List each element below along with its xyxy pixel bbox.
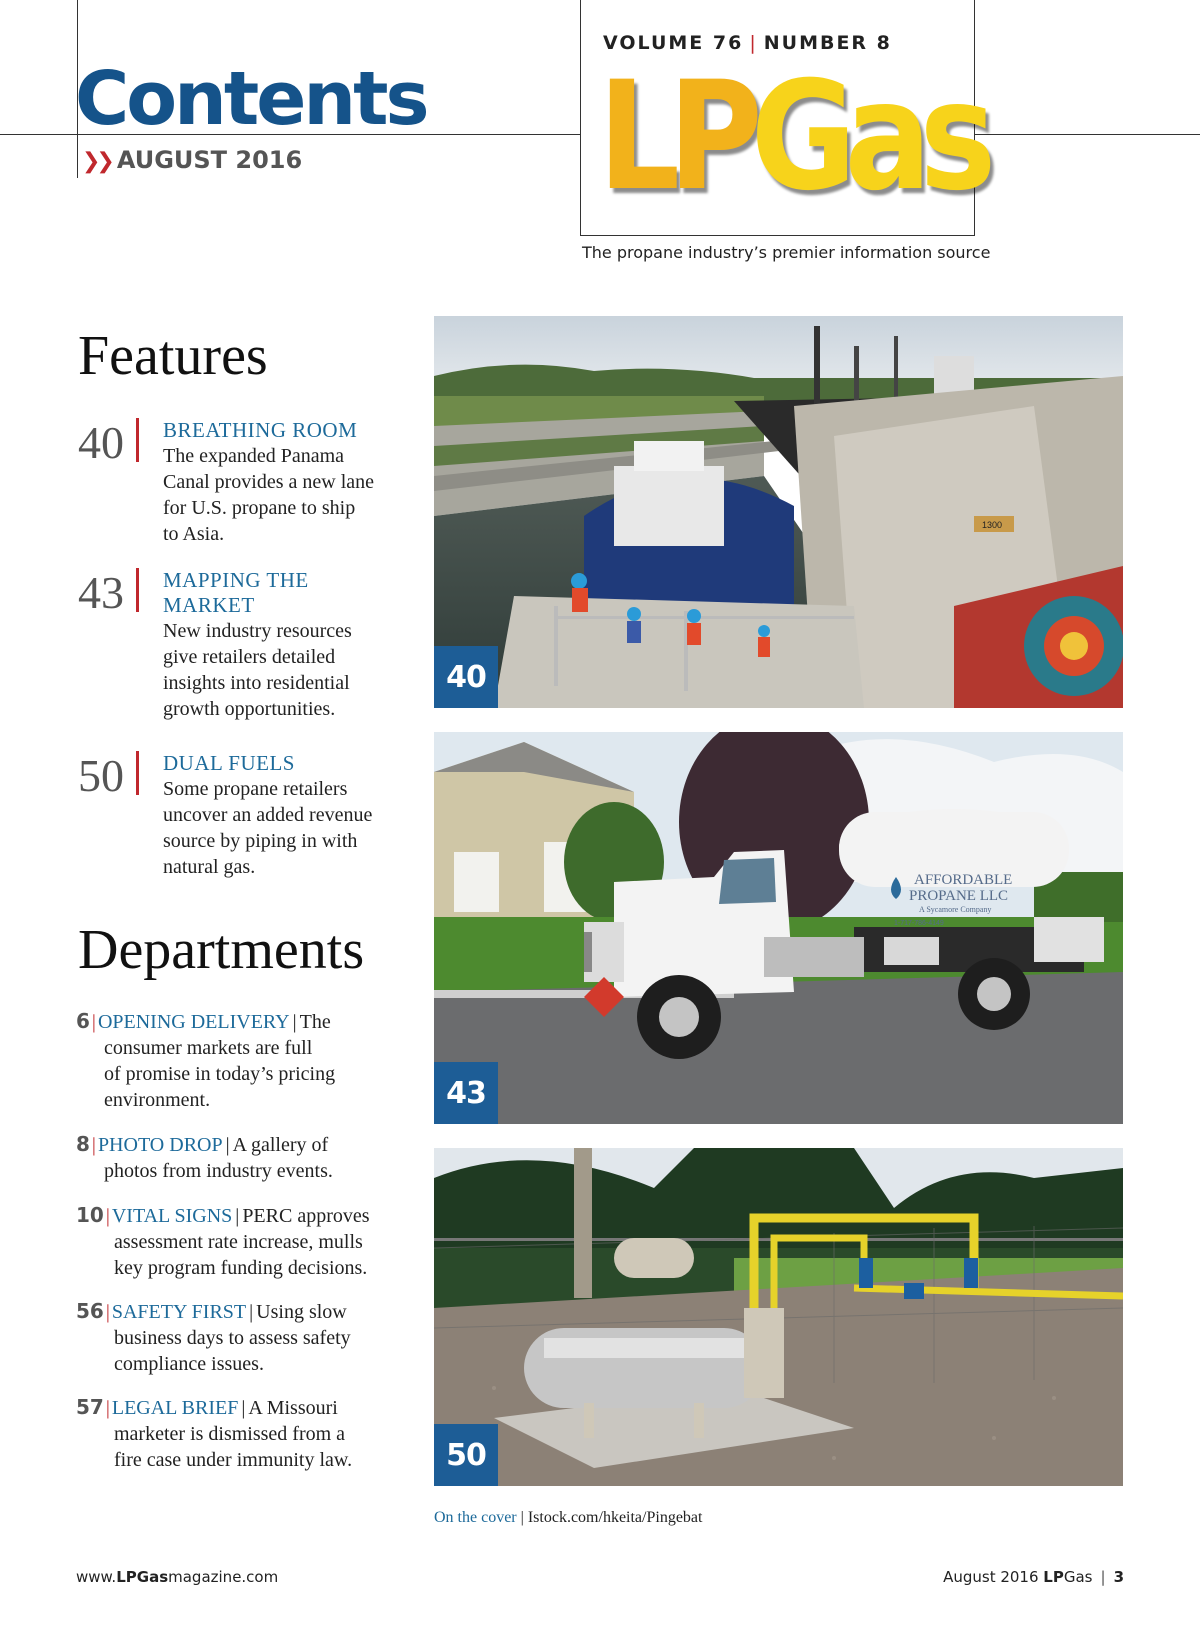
department-item-56[interactable]: 56 | SAFETY FIRST | Using slow business days to assess safety compliance issues. (76, 1299, 351, 1375)
department-title: SAFETY FIRST (111, 1301, 247, 1323)
photo-dual-fuels[interactable] (434, 1148, 1123, 1486)
departments-heading: Departments (78, 919, 365, 981)
feature-page-number: 43 (78, 567, 124, 618)
tagline: The propane industry’s premier information source (582, 243, 991, 262)
page-number: 3 (1113, 1568, 1124, 1586)
department-title: PHOTO DROP (97, 1134, 223, 1156)
department-page-number: 6 (76, 1009, 90, 1033)
issue-date: ❯❯ AUGUST 2016 (82, 146, 303, 174)
department-page-number: 8 (76, 1132, 90, 1156)
department-title: VITAL SIGNS (111, 1205, 233, 1227)
feature-title: DUAL FUELS (163, 751, 295, 775)
propane-truck-image (434, 732, 1123, 1124)
footer-page-info: August 2016 LPGas | 3 (943, 1568, 1124, 1586)
feature-desc-line: Some propane retailers (163, 778, 348, 800)
feature-title: BREATHING ROOM (163, 418, 358, 442)
photo-propane-truck[interactable] (434, 732, 1123, 1124)
department-page-number: 10 (76, 1203, 104, 1227)
feature-divider (136, 418, 139, 462)
feature-desc-line: New industry resources (163, 620, 352, 642)
department-title: LEGAL BRIEF (111, 1397, 239, 1419)
truck-phone: 1-717-786-4149 (894, 920, 944, 927)
header-rule-right (973, 134, 1200, 135)
truck-brand-2: PROPANE LLC (909, 888, 1009, 904)
feature-page-number: 50 (78, 750, 124, 801)
feature-desc-line: for U.S. propane to ship (163, 497, 356, 519)
photo-page-badge: 43 (434, 1062, 498, 1124)
feature-desc-line: The expanded Panama (163, 445, 345, 467)
feature-desc-line: natural gas. (163, 856, 256, 878)
department-item-8[interactable]: 8 | PHOTO DROP | A gallery of photos from industry events. (76, 1132, 333, 1182)
panama-canal-image (434, 316, 1123, 708)
feature-page-number: 40 (78, 417, 124, 468)
footer-website[interactable]: www.LPGasmagazine.com (76, 1568, 279, 1586)
features-heading: Features (78, 325, 268, 387)
truck-brand-3: A Sycamore Company (919, 905, 992, 914)
feature-title: MARKET (163, 593, 255, 617)
dual-fuels-image (434, 1148, 1123, 1486)
volume-number: VOLUME 76 | NUMBER 8 (603, 32, 892, 54)
department-page-number: 57 (76, 1395, 104, 1419)
feature-desc-line: insights into residential (163, 672, 350, 694)
truck-brand-1: AFFORDABLE (914, 872, 1013, 888)
department-page-number: 56 (76, 1299, 104, 1323)
department-item-57[interactable]: 57 | LEGAL BRIEF | A Missouri marketer is dismissed from a fire case under immunity law. (76, 1395, 353, 1471)
feature-desc-line: uncover an added revenue (163, 804, 373, 826)
feature-desc-line: Canal provides a new lane (163, 471, 375, 493)
chevron-right-icon: ❯❯ (82, 149, 111, 174)
page-title: Contents (75, 56, 427, 142)
department-item-6[interactable]: 6 | OPENING DELIVERY | The consumer markets are full of promise in today’s pricing environment. (76, 1009, 336, 1111)
feature-desc-line: source by piping in with (163, 830, 358, 852)
feature-divider (136, 751, 139, 795)
feature-desc-line: growth opportunities. (163, 698, 336, 720)
lock-sign-label: 1300 (982, 520, 1003, 530)
lpgas-logo: LPGas (598, 50, 985, 224)
feature-desc-line: give retailers detailed (163, 646, 336, 668)
department-item-10[interactable]: 10 | VITAL SIGNS | PERC approves assessment rate increase, mulls key program funding decisions. (76, 1203, 370, 1279)
photo-page-badge: 50 (434, 1424, 498, 1486)
feature-title: MAPPING THE (163, 568, 309, 592)
photo-panama-canal[interactable] (434, 316, 1123, 708)
photo-page-badge: 40 (434, 646, 498, 708)
feature-desc-line: to Asia. (163, 523, 225, 545)
feature-divider (136, 568, 139, 612)
department-title: OPENING DELIVERY (97, 1011, 290, 1033)
cover-credit: On the cover | Istock.com/hkeita/Pingebat (434, 1509, 703, 1526)
